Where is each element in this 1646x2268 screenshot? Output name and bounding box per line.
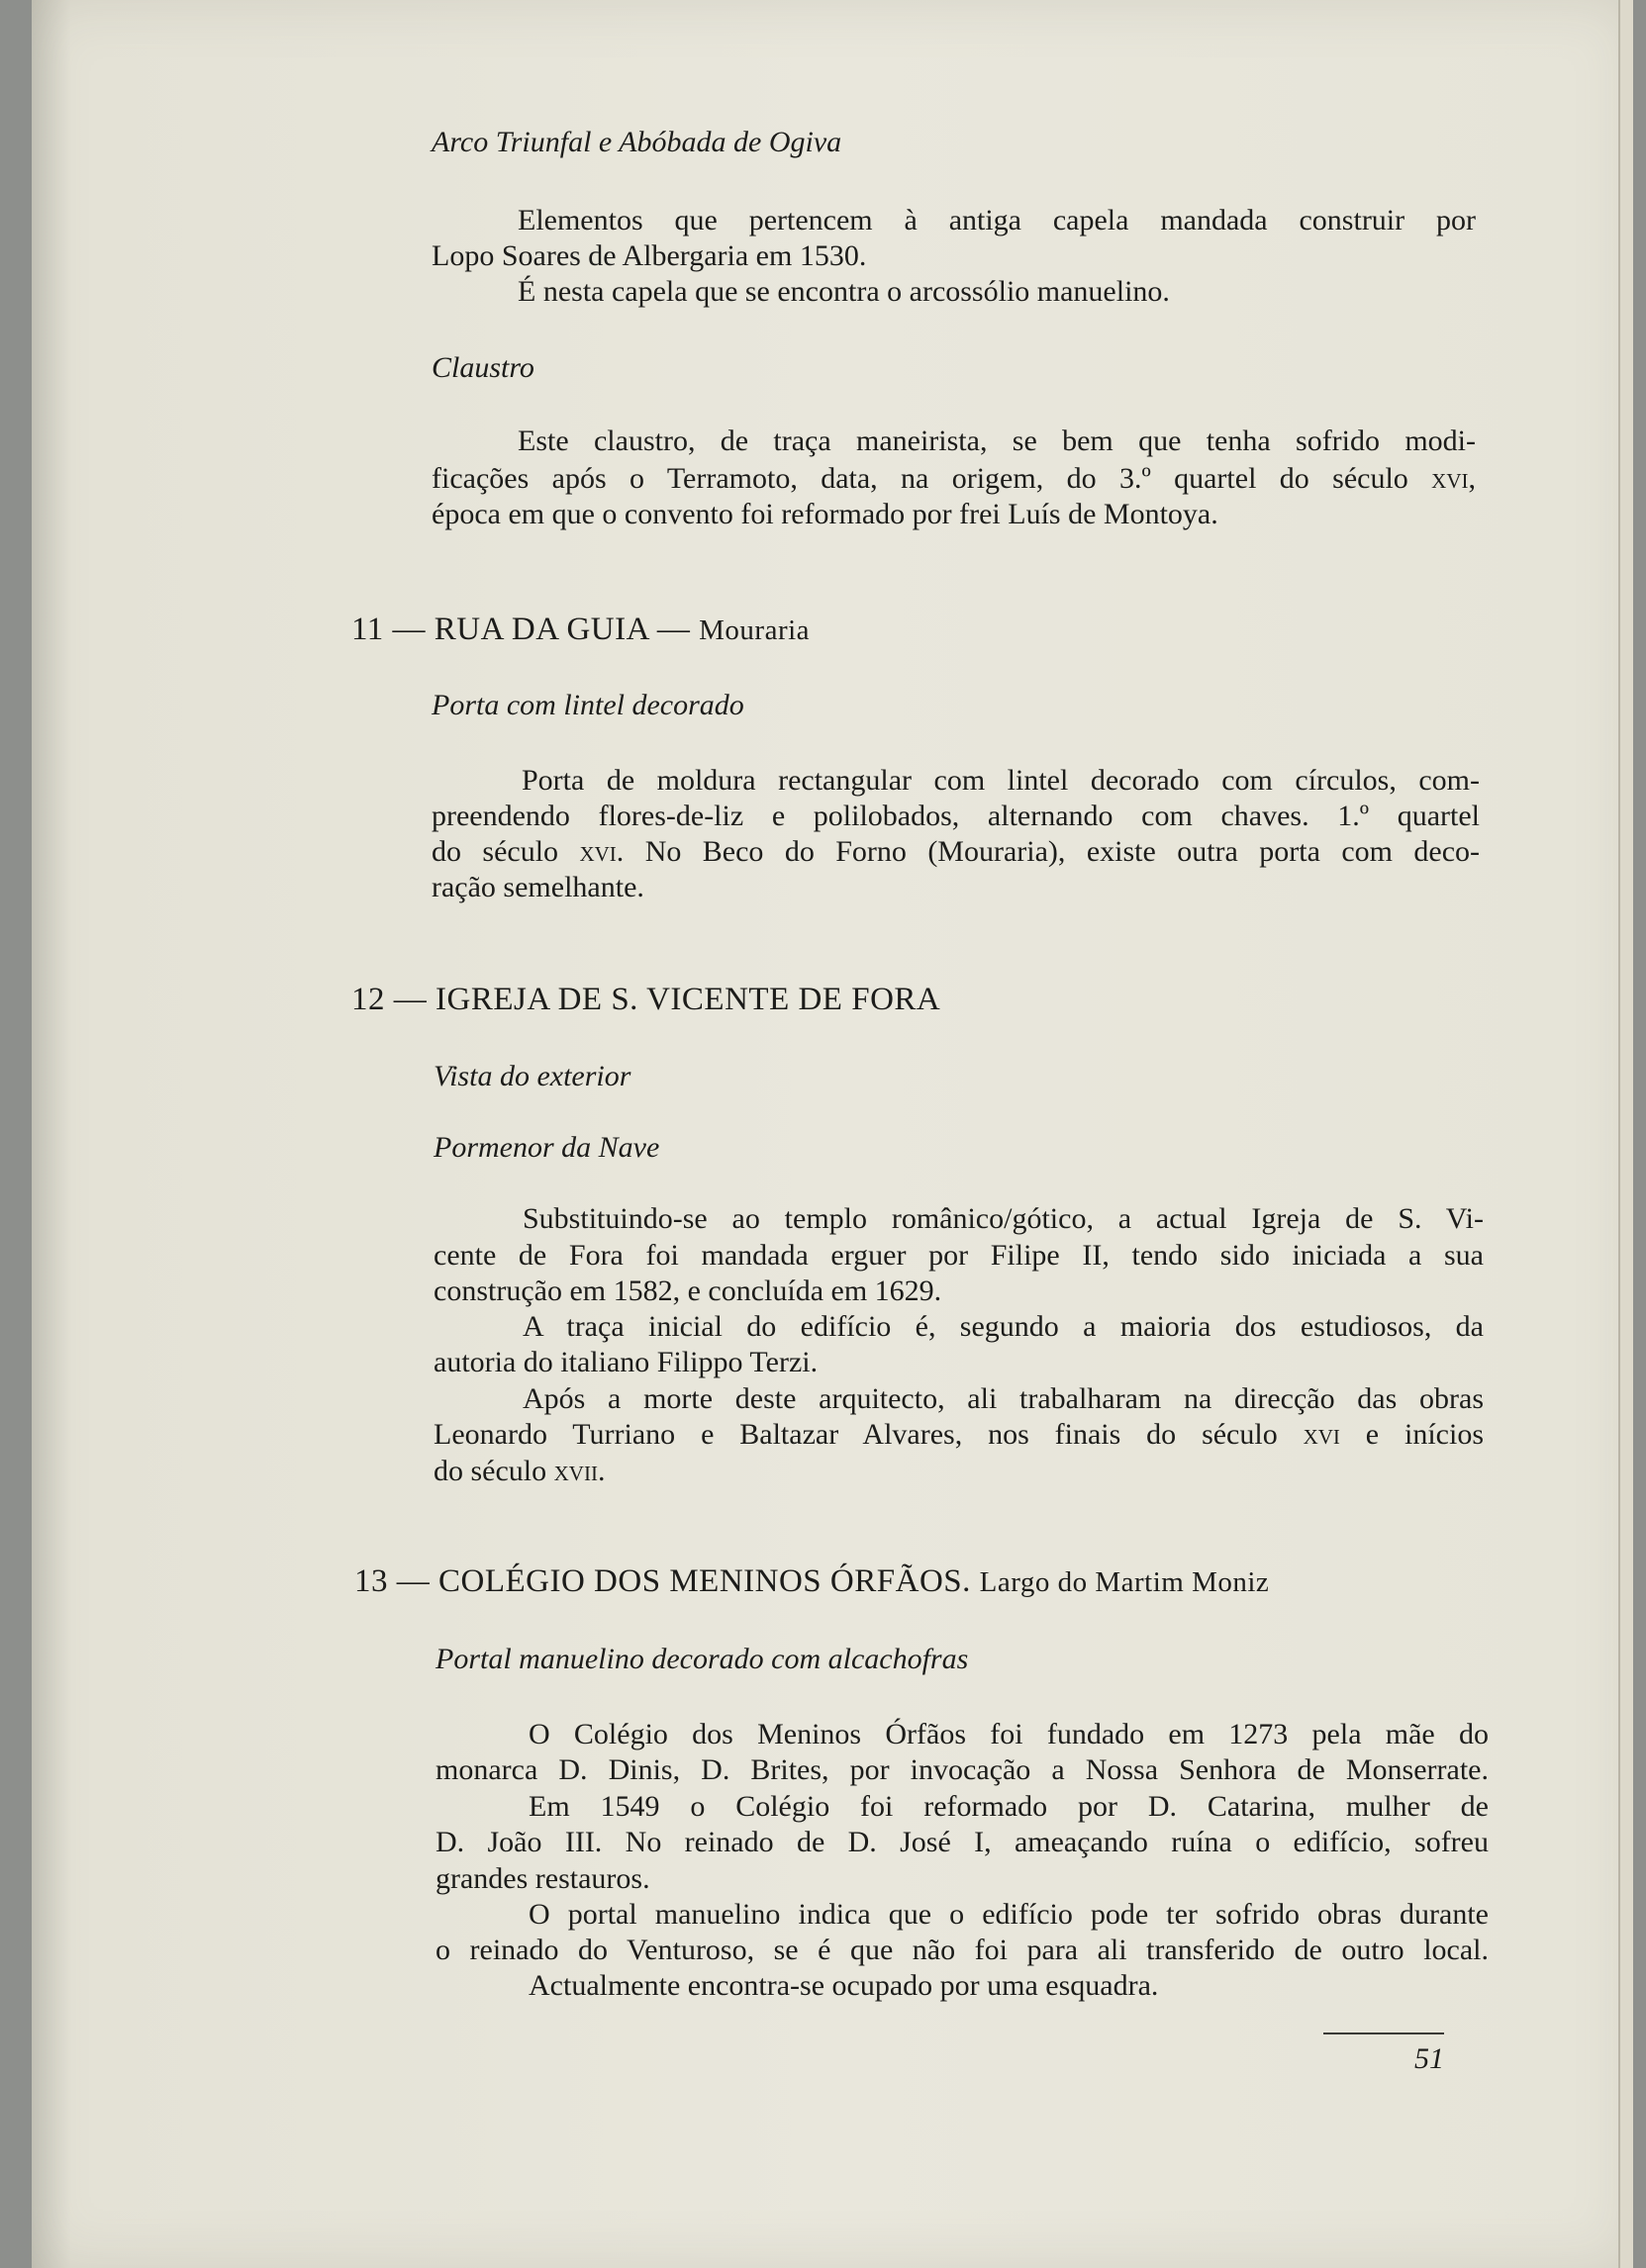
paragraph-line: o reinado do Venturoso, se é que não foi para ali transferido de outro local. — [436, 1934, 1489, 1966]
subtitle-11: Porta com lintel decorado — [432, 689, 744, 721]
paragraph-line: do século xvii. — [434, 1455, 606, 1487]
heading-11 — [351, 610, 810, 650]
paragraph-line: ficações após o Terramoto, data, na origem, do 3.º quartel do século xvi, — [432, 462, 1476, 495]
paragraph-line: O Colégio dos Meninos Órfãos foi fundado em 1273 pela mãe do — [529, 1718, 1489, 1750]
heading-11-place: Mouraria — [699, 614, 811, 646]
heading-13-place: Largo do Martim Moniz — [979, 1566, 1270, 1598]
paragraph-line: A traça inicial do edifício é, segundo a maioria dos estudiosos, da — [523, 1310, 1484, 1343]
paragraph-line: É nesta capela que se encontra o arcossólio manuelino. — [518, 275, 1170, 308]
heading-12: 12 — IGREJA DE S. VICENTE DE FORA — [351, 982, 941, 1017]
paragraph-line: cente de Fora foi mandada erguer por Filipe II, tendo sido iniciada a sua — [434, 1239, 1484, 1272]
paragraph-line: ração semelhante. — [432, 871, 644, 903]
paragraph-line: do século xvi. No Beco do Forno (Mouraria), existe outra porta com deco- — [432, 835, 1480, 868]
paragraph-line: O portal manuelino indica que o edifício pode ter sofrido obras durante — [529, 1898, 1489, 1931]
heading-13-title: 13 — COLÉGIO DOS MENINOS ÓRFÃOS. — [354, 1563, 980, 1599]
paragraph-line: preendendo flores-de-liz e polilobados, alternando com chaves. 1.º quartel — [432, 800, 1480, 832]
subtitle-12-nave: Pormenor da Nave — [434, 1131, 660, 1164]
paragraph-line: D. João III. No reinado de D. José I, ameaçando ruína o edifício, sofreu — [436, 1826, 1489, 1858]
paragraph-line: Elementos que pertencem à antiga capela mandada construir por — [518, 204, 1476, 236]
paragraph-line: autoria do italiano Filippo Terzi. — [434, 1346, 819, 1378]
paragraph-line: Lopo Soares de Albergaria em 1530. — [432, 239, 867, 272]
heading-13 — [354, 1561, 1269, 1602]
paragraph-line: Substituindo-se ao templo românico/gótico, a actual Igreja de S. Vi- — [523, 1202, 1484, 1235]
paragraph-line: Actualmente encontra-se ocupado por uma esquadra. — [529, 1969, 1159, 2002]
paragraph-line: monarca D. Dinis, D. Brites, por invocação a Nossa Senhora de Monserrate. — [436, 1753, 1489, 1786]
heading-11-title: 11 — RUA DA GUIA — — [351, 612, 700, 647]
paragraph-line: Este claustro, de traça maneirista, se bem que tenha sofrido modi- — [518, 425, 1476, 457]
paragraph-line: grandes restauros. — [436, 1862, 650, 1895]
subtitle-arco: Arco Triunfal e Abóbada de Ogiva — [432, 126, 842, 158]
paragraph-line: Leonardo Turriano e Baltazar Alvares, nos finais do século xvi e inícios — [434, 1418, 1484, 1451]
subtitle-13: Portal manuelino decorado com alcachofras — [436, 1643, 969, 1675]
paragraph-line: Após a morte deste arquitecto, ali trabalharam na direcção das obras — [523, 1382, 1484, 1415]
paragraph-line: Porta de moldura rectangular com lintel decorado com círculos, com- — [522, 764, 1480, 797]
page-content — [32, 0, 1633, 2268]
page-number-rule — [1323, 2032, 1444, 2034]
book-page — [32, 0, 1633, 2268]
paragraph-line: Em 1549 o Colégio foi reformado por D. Catarina, mulher de — [529, 1790, 1489, 1823]
subtitle-12-exterior: Vista do exterior — [434, 1060, 631, 1092]
paragraph-line: construção em 1582, e concluída em 1629. — [434, 1275, 942, 1307]
paragraph-line: época em que o convento foi reformado por frei Luís de Montoya. — [432, 498, 1218, 530]
subtitle-claustro: Claustro — [432, 351, 534, 384]
page-number: 51 — [1414, 2042, 1444, 2075]
